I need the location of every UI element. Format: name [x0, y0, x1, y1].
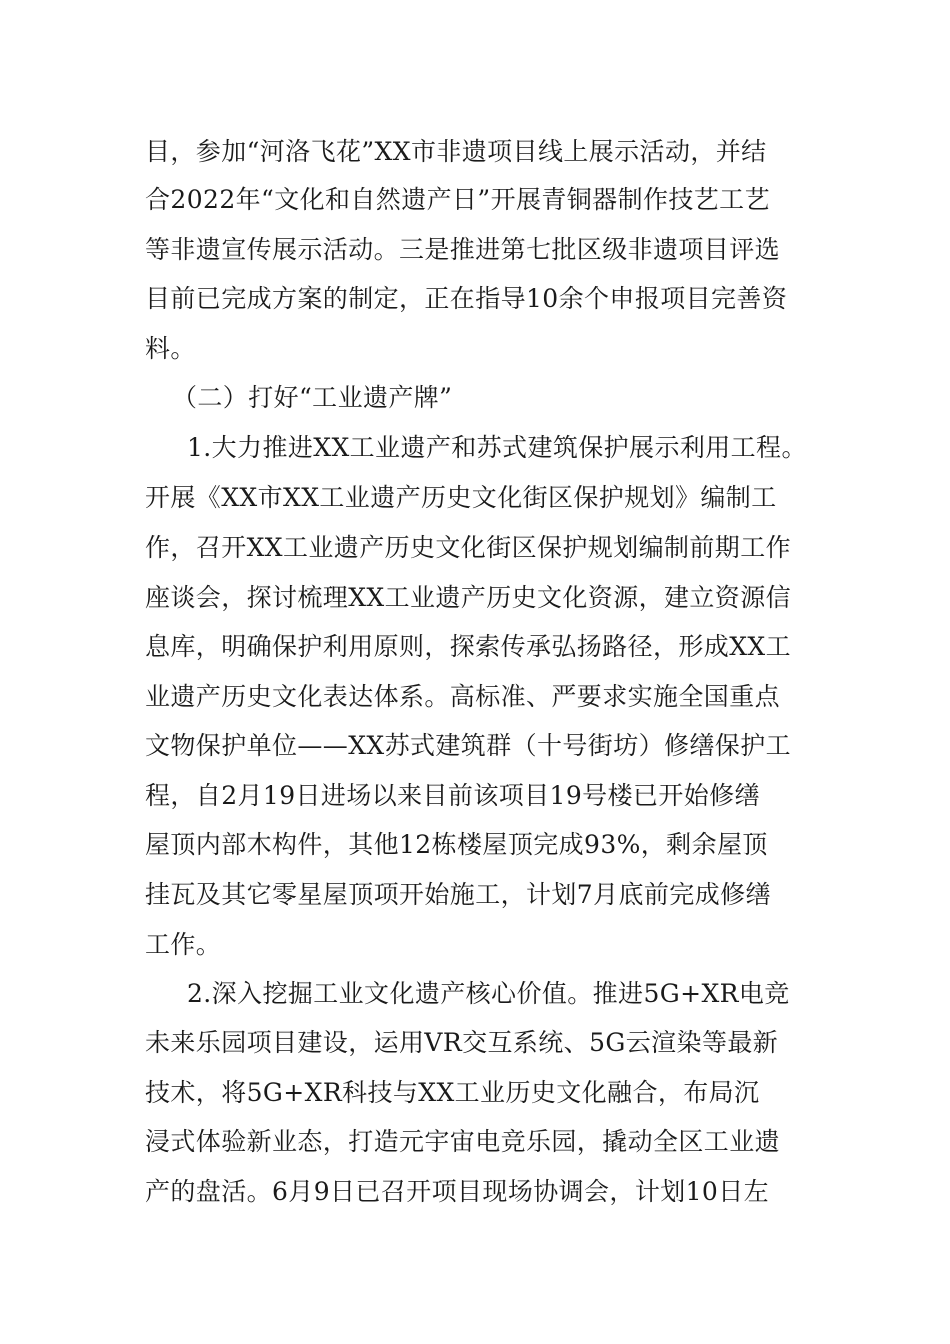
text-line: 目前已完成方案的制定，正在指导10余个申报项目完善资 [145, 284, 788, 313]
text-line: 座谈会，探讨梳理XX工业遗产历史文化资源，建立资源信 [145, 583, 791, 612]
text-line: 作，召开XX工业遗产历史文化街区保护规划编制前期工作 [145, 533, 791, 562]
text-line: 料。 [145, 334, 196, 363]
text-line: 浸式体验新业态，打造元宇宙电竞乐园，撬动全区工业遗 [145, 1127, 781, 1156]
section-heading: （二）打好“工业遗产牌” [172, 383, 453, 412]
text-line: 开展《XX市XX工业遗产历史文化街区保护规划》编制工 [145, 483, 777, 512]
text-line: 屋顶内部木构件，其他12栋楼屋顶完成93%，剩余屋顶 [145, 830, 768, 859]
text-line: 等非遗宣传展示活动。三是推进第七批区级非遗项目评选 [145, 235, 781, 264]
text-line: 工作。 [145, 930, 222, 959]
subsection-heading: 2.深入挖掘工业文化遗产核心价值。推进5G+XR电竞 [187, 979, 790, 1008]
text-line: 息库，明确保护利用原则，探索传承弘扬路径，形成XX工 [145, 632, 791, 661]
text-line: 产的盘活。6月9日已召开项目现场协调会，计划10日左 [145, 1177, 770, 1206]
text-line: 业遗产历史文化表达体系。高标准、严要求实施全国重点 [145, 682, 781, 711]
text-line: 未来乐园项目建设，运用VR交互系统、5G云渲染等最新 [145, 1028, 779, 1057]
text-line: 合2022年“文化和自然遗产日”开展青铜器制作技艺工艺 [145, 185, 770, 214]
text-line: 挂瓦及其它零星屋顶项开始施工，计划7月底前完成修缮 [145, 880, 771, 909]
text-line: 目，参加“河洛飞花”XX市非遗项目线上展示活动，并结 [145, 137, 767, 166]
text-line: 技术，将5G+XR科技与XX工业历史文化融合，布局沉 [145, 1078, 760, 1107]
text-line: 程，自2月19日进场以来目前该项目19号楼已开始修缮 [145, 781, 760, 810]
subsection-heading: 1.大力推进XX工业遗产和苏式建筑保护展示利用工程。 [187, 433, 807, 462]
text-line: 文物保护单位——XX苏式建筑群（十号街坊）修缮保护工 [145, 731, 791, 760]
